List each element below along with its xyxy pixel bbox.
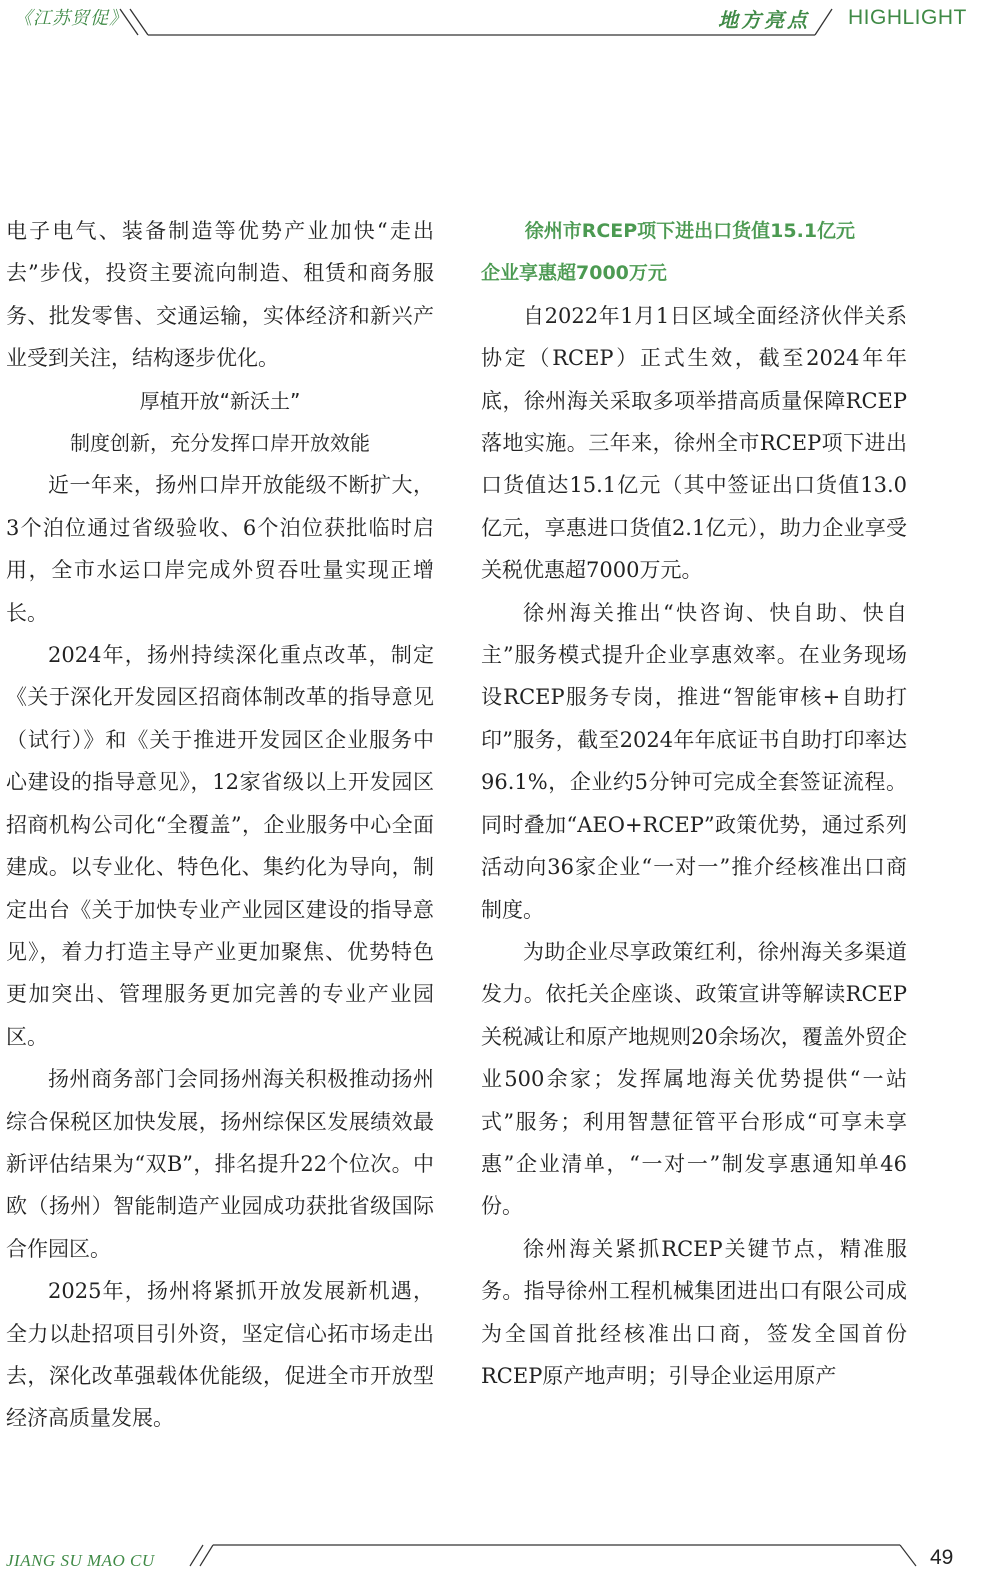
left-paragraph-3: 2024年，扬州持续深化重点改革，制定《关于深化开发园区招商体制改革的指导意见（试行）》和《关于推进开发园区企业服务中心建设的指导意见》，12家省级以上开发园区招商机构公司化“全覆盖”，企业服务中心全面建成。以专业化、特色化、集约化为导向，制定出台《关于加快专业产业园区建设的指导意见》，着力打造主导产业更加聚焦、优势特色更加突出、管理服务更加完善的专业产业园区。 xyxy=(6,643,434,1049)
right-paragraph-1: 自2022年1月1日区域全面经济伙伴关系协定（RCEP）正式生效，截至2024年年底，徐州海关采取多项举措高质量保障RCEP落地实施。三年来，徐州全市RCEP项下进出口货值达15.1亿元（其中签证出口货值13.0亿元，享惠进口货值2.1亿元），助力企业享受关税优惠超7000万元。 xyxy=(481,303,907,583)
right-heading-line-1: 徐州市RCEP项下进出口货值15.1亿元 xyxy=(524,220,856,242)
page-number: 49 xyxy=(930,1546,954,1569)
left-paragraph-1: 电子电气、装备制造等优势产业加快“走出去”步伐，投资主要流向制造、租赁和商务服务、批发零售、交通运输，实体经济和新兴产业受到关注，结构逐步优化。 xyxy=(6,219,434,371)
left-column xyxy=(6,210,434,1440)
section-title-en: HIGHLIGHT xyxy=(848,6,967,29)
magazine-name: 《江苏贸促》 xyxy=(14,8,128,29)
left-paragraph-5: 2025年，扬州将紧抓开放发展新机遇，全力以赴招项目引外资，坚定信心拓市场走出去，深化改革强载体优能级，促进全市开放型经济高质量发展。 xyxy=(6,1279,434,1431)
section-title-cn: 地方亮点 xyxy=(718,8,810,32)
left-heading-2: 制度创新，充分发挥口岸开放效能 xyxy=(70,431,370,456)
left-heading-1: 厚植开放“新沃土” xyxy=(139,388,301,413)
right-column xyxy=(481,210,907,1397)
left-paragraph-4: 扬州商务部门会同扬州海关积极推动扬州综合保税区加快发展，扬州综保区发展绩效最新评估结果为“双B”，排名提升22个位次。中欧（扬州）智能制造产业园成功获批省级国际合作园区。 xyxy=(6,1067,434,1261)
right-heading-line-2: 企业享惠超7000万元 xyxy=(481,262,667,285)
footer-magazine-name: JIANG SU MAO CU xyxy=(6,1551,155,1570)
page-header xyxy=(0,0,1000,44)
right-paragraph-2: 徐州海关推出“快咨询、快自助、快自主”服务模式提升企业享惠效率。在业务现场设RCEP服务专岗，推进“智能审核+自助打印”服务，截至2024年年底证书自助打印率达96.1%，企业约5分钟可完成全套签证流程。同时叠加“AEO+RCEP”政策优势，通过系列活动向36家企业“一对一”推介经核准出口商制度。 xyxy=(481,600,907,922)
right-paragraph-4: 徐州海关紧抓RCEP关键节点，精准服务。指导徐州工程机械集团进出口有限公司成为全国首批经核准出口商，签发全国首份RCEP原产地声明；引导企业运用原产 xyxy=(481,1236,907,1388)
left-paragraph-2: 近一年来，扬州口岸开放能级不断扩大，3个泊位通过省级验收、6个泊位获批临时启用，全市水运口岸完成外贸吞吐量实现正增长。 xyxy=(6,473,434,625)
right-paragraph-3: 为助企业尽享政策红利，徐州海关多渠道发力。依托关企座谈、政策宣讲等解读RCEP关税减让和原产地规则20余场次，覆盖外贸企业500余家；发挥属地海关优势提供“一站式”服务；利用智慧征管平台形成“可享未享惠”企业清单，“一对一”制发享惠通知单46份。 xyxy=(481,939,907,1219)
